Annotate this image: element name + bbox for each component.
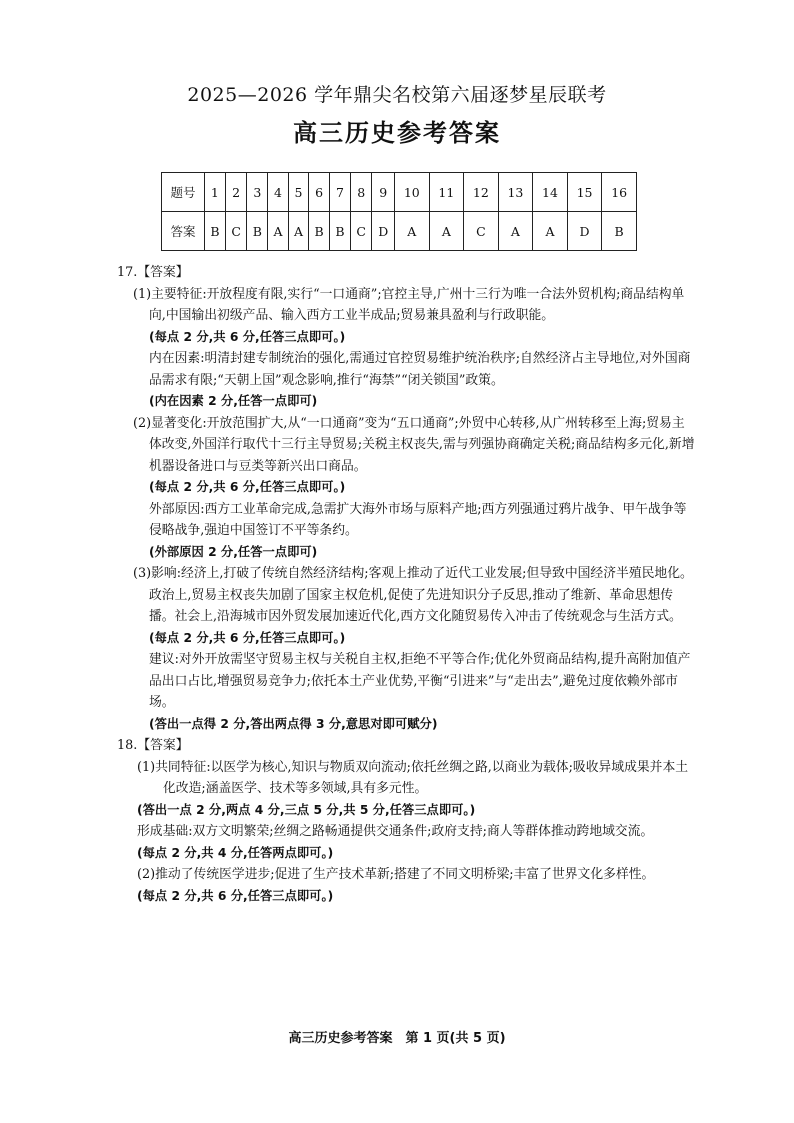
answer-cell: A: [429, 212, 464, 251]
question-number-cell: 13: [498, 173, 533, 212]
row-label-answer: 答案: [162, 212, 205, 251]
q18-heading: 18.【答案】: [117, 738, 189, 753]
q17-note6: (答出一点得 2 分,答出两点得 3 分,意思对即可赋分): [149, 716, 438, 731]
answer-cell: B: [247, 212, 268, 251]
q17-note4: (外部原因 2 分,任答一点即可): [149, 544, 318, 559]
exam-title: 2025—2026 学年鼎尖名校第六届逐梦星辰联考: [187, 84, 607, 106]
question-number-cell: 6: [309, 173, 330, 212]
q18-note1: (答出一点 2 分,两点 4 分,三点 5 分,共 5 分,任答三点即可。): [137, 802, 476, 817]
question-number-cell: 9: [372, 173, 395, 212]
question-number-cell: 2: [225, 173, 247, 212]
question-number-row: [162, 173, 637, 212]
q17-suggestions: 建议:对外开放需坚守贸易主权与关税自主权,拒绝不平等合作;优化外贸商品结构,提升高附加值产品出口占比,增强贸易竞争力;依托本土产业优势,平衡“引进来”与“走出去”,避免过度依赖外部市场。: [149, 652, 691, 710]
question-number-cell: 14: [533, 173, 568, 212]
q18-part1: (1)共同特征:以医学为核心,知识与物质双向流动;依托丝绸之路,以商业为载体;吸收异域成果并本土化改造;涵盖医学、技术等多领域,具有多元性。: [137, 759, 689, 796]
answer-row: [162, 212, 637, 251]
q17-note3: (每点 2 分,共 6 分,任答三点即可。): [149, 480, 346, 494]
question-number-cell: 16: [602, 173, 637, 212]
question-number-cell: 3: [247, 173, 268, 212]
answer-table: [161, 172, 637, 251]
question-number-cell: 8: [350, 173, 372, 212]
question-number-cell: 1: [205, 173, 226, 212]
q18-foundation: 形成基础:双方文明繁荣;丝绸之路畅通提供交通条件;政府支持;商人等群体推动跨地域交流。: [137, 824, 654, 839]
answer-cell: C: [225, 212, 247, 251]
q17-part1: (1)主要特征:开放程度有限,实行“一口通商”;官控主导,广州十三行为唯一合法外贸机构;商品结构单向,中国输出初级产品、输入西方工业半成品;贸易兼具盈利与行政职能。: [133, 286, 685, 323]
q18-part2: (2)推动了传统医学进步;促进了生产技术革新;搭建了不同文明桥梁;丰富了世界文化多样性。: [137, 867, 655, 882]
answer-cell: C: [350, 212, 372, 251]
question-number-cell: 5: [288, 173, 309, 212]
question-number-cell: 7: [330, 173, 351, 212]
q17-note2: (内在因素 2 分,任答一点即可): [149, 394, 318, 408]
question-number-cell: 12: [464, 173, 499, 212]
q17-internal-factors: 内在因素:明清封建专制统治的强化,需通过官控贸易维护统治秩序;自然经济占主导地位,对外国商品需求有限;“天朝上国”观念影响,推行“海禁”“闭关锁国”政策。: [149, 351, 691, 388]
question-number-cell: 15: [567, 173, 602, 212]
page-footer: 高三历史参考答案 第 1 页(共 5 页): [288, 1031, 506, 1046]
q17-note1: (每点 2 分,共 6 分,任答三点即可。): [149, 329, 346, 344]
answer-cell: A: [498, 212, 533, 251]
q17-heading: 17.【答案】: [117, 265, 189, 280]
question-number-cell: 10: [395, 173, 430, 212]
question-number-cell: 4: [268, 173, 289, 212]
q18-note2: (每点 2 分,共 4 分,任答两点即可。): [137, 845, 334, 860]
answer-cell: D: [372, 212, 395, 251]
answer-cell: A: [533, 212, 568, 251]
q17-part2: (2)显著变化:开放范围扩大,从“一口通商”变为“五口通商”;外贸中心转移,从广州转移至上海;贸易主体改变,外国洋行取代十三行主导贸易;关税主权丧失,需与列强协商确定关税;商品结构多元化,新增机器设备进口与豆类等新兴出口商品。: [133, 415, 695, 474]
answer-cell: B: [602, 212, 637, 251]
answer-cell: A: [395, 212, 430, 251]
answer-cell: D: [567, 212, 602, 251]
q17-note5: (每点 2 分,共 6 分,任答三点即可。): [149, 630, 346, 645]
q17-external-reasons: 外部原因:西方工业革命完成,急需扩大海外市场与原料产地;西方列强通过鸦片战争、甲午战争等侵略战争,强迫中国签订不平等条约。: [149, 501, 687, 538]
answer-cell: B: [309, 212, 330, 251]
answer-content: [117, 262, 697, 907]
q17-part3: (3)影响:经济上,打破了传统自然经济结构;客观上推动了近代工业发展;但导致中国经济半殖民地化。政治上,贸易主权丧失加剧了国家主权危机,促使了先进知识分子反思,推动了维新、革命思想传播。社会上,沿海城市因外贸发展加速近代化,西方文化随贸易传入冲击了传统观念与生活方式。: [133, 566, 693, 624]
page-title: 高三历史参考答案: [293, 118, 501, 147]
answer-cell: B: [330, 212, 351, 251]
question-number-cell: 11: [429, 173, 464, 212]
answer-cell: A: [268, 212, 289, 251]
answer-cell: B: [205, 212, 226, 251]
answer-cell: A: [288, 212, 309, 251]
q18-note3: (每点 2 分,共 6 分,任答三点即可。): [137, 888, 334, 903]
row-label-number: 题号: [162, 173, 205, 212]
answer-cell: C: [464, 212, 499, 251]
